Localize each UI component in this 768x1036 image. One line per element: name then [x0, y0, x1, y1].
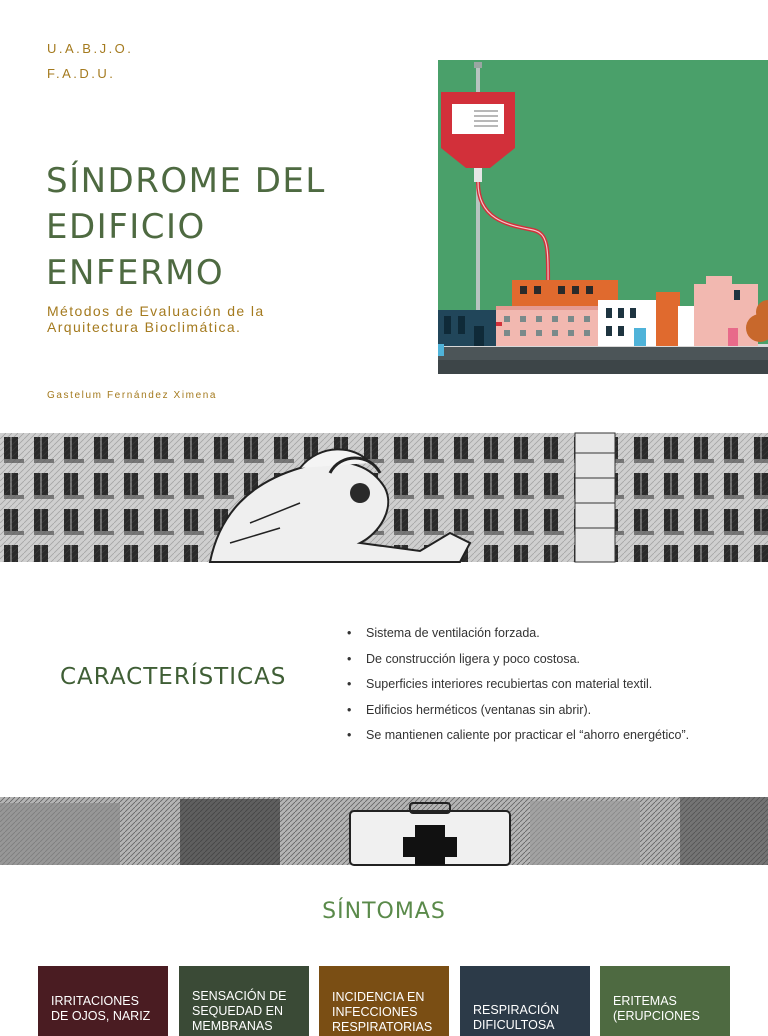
- symptom-card-text: SENSACIÓN DE SEQUEDAD EN MEMBRANAS: [192, 989, 287, 1033]
- hero-illustration: [438, 60, 768, 374]
- sintomas-heading: SÍNTOMAS: [322, 899, 446, 924]
- caracteristicas-list: [347, 624, 689, 752]
- list-item: [347, 675, 689, 701]
- title-line: ENFERMO: [46, 253, 225, 293]
- bullet-icon: •: [347, 651, 352, 666]
- iv-bag-buildings-illustration: [438, 60, 768, 374]
- list-item-text: Superficies interiores recubiertas con material textil.: [366, 677, 653, 691]
- bullet-icon: •: [347, 702, 352, 717]
- symptom-card: [460, 966, 590, 1036]
- author-name: Gastelum Fernández Ximena: [47, 390, 218, 401]
- subtitle-line: Métodos de Evaluación de la: [47, 303, 265, 319]
- symptom-card: [319, 966, 449, 1036]
- caracteristicas-heading: CARACTERÍSTICAS: [60, 664, 287, 690]
- symptom-card: [179, 966, 309, 1036]
- institution-label: U.A.B.J.O.: [47, 41, 134, 56]
- bullet-icon: •: [347, 728, 352, 742]
- subtitle-line: Arquitectura Bioclimática.: [47, 319, 242, 335]
- symptom-card: [38, 966, 168, 1036]
- sick-building-sketch-strip: [0, 433, 768, 562]
- symptom-card-text: ERITEMAS (ERUPCIONES: [613, 994, 700, 1023]
- faculty-label: F.A.D.U.: [47, 66, 116, 81]
- symptom-card-text: INCIDENCIA EN INFECCIONES RESPIRATORIAS: [332, 990, 433, 1034]
- title-line: SÍNDROME DEL: [46, 161, 326, 201]
- header-institution-block: [47, 36, 133, 86]
- page-subtitle: [47, 303, 347, 335]
- page-title: [46, 158, 406, 296]
- symptom-card-text: IRRITACIONES DE OJOS, NARIZ: [51, 994, 151, 1023]
- bullet-icon: •: [347, 677, 352, 691]
- list-item-text: Edificios herméticos (ventanas sin abrir).: [366, 702, 592, 717]
- list-item: [347, 701, 689, 727]
- list-item-text: De construcción ligera y poco costosa.: [366, 651, 580, 666]
- list-item-text: Se mantienen caliente por practicar el “ahorro energético”.: [366, 728, 690, 742]
- sketch-strip-medical: [0, 797, 768, 865]
- list-item: [347, 726, 689, 752]
- symptom-card: [600, 966, 730, 1036]
- medical-kit-sketch-strip: [0, 797, 768, 865]
- list-item: [347, 624, 689, 650]
- symptom-card-text: RESPIRACIÓN DIFICULTOSA: [473, 1003, 560, 1032]
- sketch-strip-buildings: [0, 433, 768, 562]
- title-line: EDIFICIO: [46, 207, 206, 247]
- list-item-text: Sistema de ventilación forzada.: [366, 626, 540, 640]
- bullet-icon: •: [347, 626, 352, 640]
- list-item: [347, 650, 689, 676]
